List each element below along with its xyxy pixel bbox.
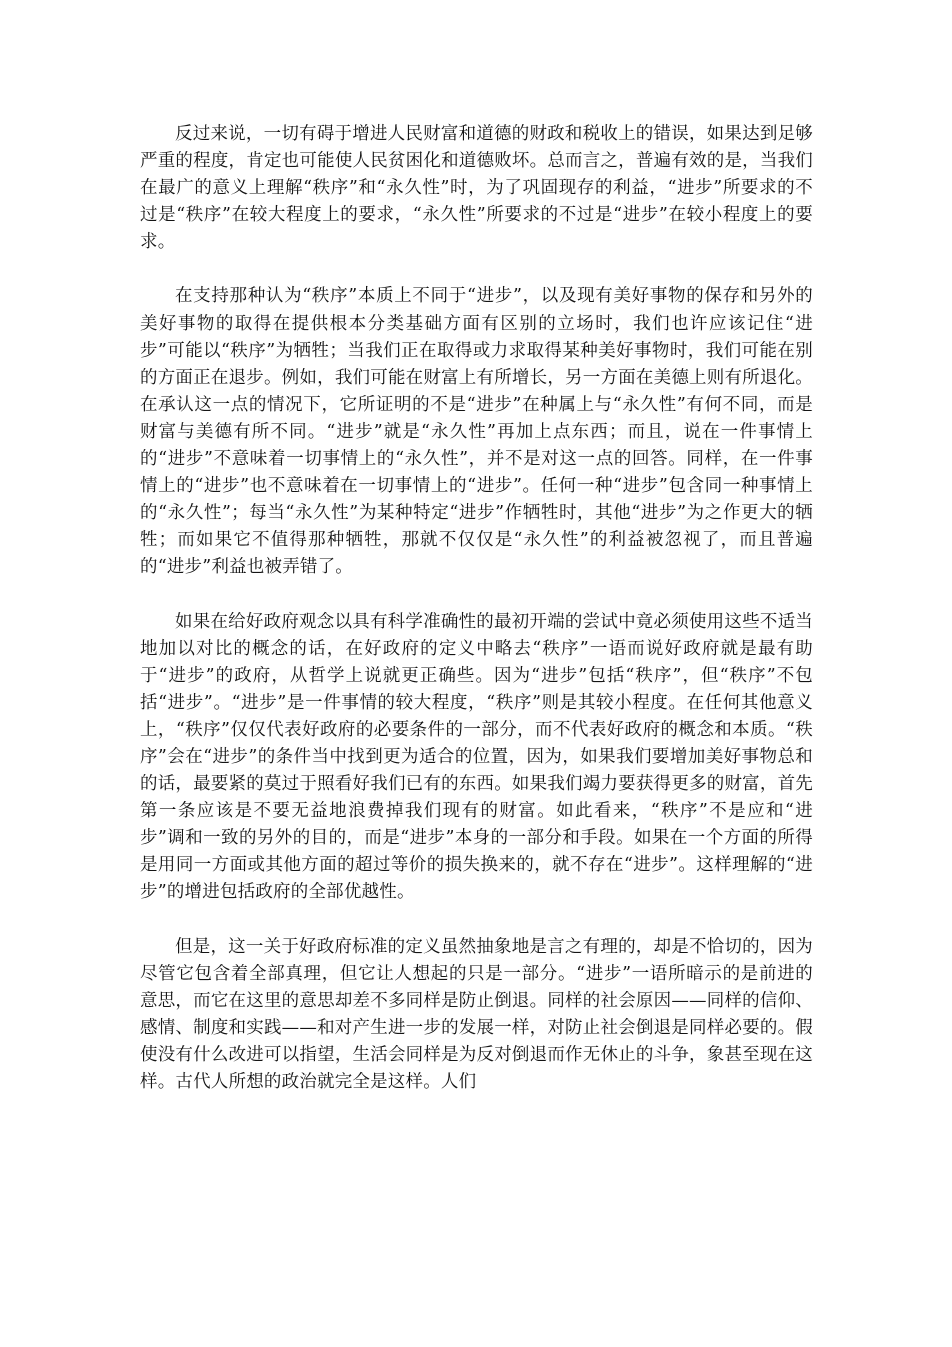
paragraph-3: 如果在给好政府观念以具有科学准确性的最初开端的尝试中竟必须使用这些不适当地加以对比的概念的话，在好政府的定义中略去“秩序”一语而说好政府就是最有助于“进步”的政府，从哲学上说就更正确些。因为“进步”包括“秩序”，但“秩序”不包括“进步”。“进步”是一件事情的较大程度，“秩序”则是其较小程度。在任何其他意义上，“秩序”仅仅代表好政府的必要条件的一部分，而不代表好政府的概念和本质。“秩序”会在“进步”的条件当中找到更为适合的位置，因为，如果我们要增加美好事物总和的话，最要紧的莫过于照看好我们已有的东西。如果我们竭力要获得更多的财富，首先第一条应该是不要无益地浪费掉我们现有的财富。如此看来，“秩序”不是应和“进步”调和一致的另外的目的，而是“进步”本身的一部分和手段。如果在一个方面的所得是用同一方面或其他方面的超过等价的损失换来的，就不存在“进步”。这样理解的“进步”的增进包括政府的全部优越性。 — [140, 611, 813, 903]
paragraph-2: 在支持那种认为“秩序”本质上不同于“进步”，以及现有美好事物的保存和另外的美好事物的取得在提供根本分类基础方面有区别的立场时，我们也许应该记住“进步”可能以“秩序”为牺牲；当我们正在取得或力求取得某种美好事物时，我们可能在别的方面正在退步。例如，我们可能在财富上有所增长，另一方面在美德上则有所退化。在承认这一点的情况下，它所证明的不是“进步”在种属上与“永久性”有何不同，而是财富与美德有所不同。“进步”就是“永久性”再加上点东西；而且，说在一件事情上的“进步”不意味着一切事情上的“永久性”，并不是对这一点的回答。同样，在一件事情上的“进步”也不意味着在一切事情上的“进步”。任何一种“进步”包含同一种事情上的“永久性”；每当“永久性”为某种特定“进步”作牺牲时，其他“进步”为之作更大的牺牲；而如果它不值得那种牺牲，那就不仅仅是“永久性”的利益被忽视了，而且普遍的“进步”利益也被弄错了。 — [140, 286, 813, 578]
paragraph-4: 但是，这一关于好政府标准的定义虽然抽象地是言之有理的，却是不恰切的，因为尽管它包含着全部真理，但它让人想起的只是一部分。“进步”一语所暗示的是前进的意思，而它在这里的意思却差不多同样是防止倒退。同样的社会原因——同样的信仰、感情、制度和实践——和对产生进一步的发展一样，对防止社会倒退是同样必要的。假使没有什么改进可以指望，生活会同样是为反对倒退而作无休止的斗争，象甚至现在这样。古代人所想的政治就完全是这样。人们 — [140, 936, 813, 1092]
paragraph-1: 反过来说，一切有碍于增进人民财富和道德的财政和税收上的错误，如果达到足够严重的程度，肯定也可能使人民贫困化和道德败坏。总而言之，普遍有效的是，当我们在最广的意义上理解“秩序”和“永久性”时，为了巩固现存的利益，“进步”所要求的不过是“秩序”在较大程度上的要求，“永久性”所要求的不过是“进步”在较小程度上的要求。 — [140, 124, 813, 253]
document-body — [140, 121, 813, 1096]
